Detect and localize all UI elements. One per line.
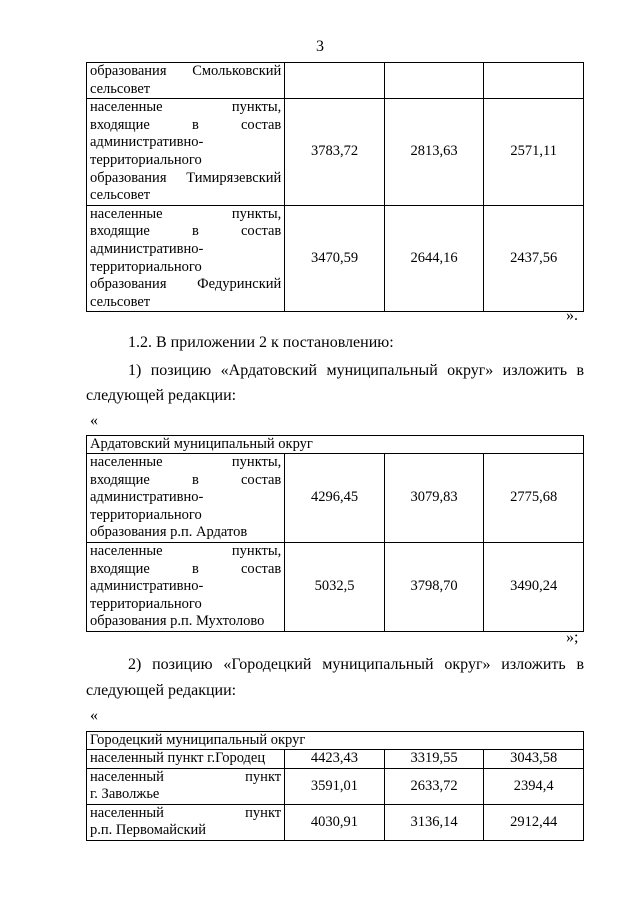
settlement-name (87, 542, 285, 631)
closing-quote: »; (566, 629, 579, 646)
value-cell-v1: 3470,59 (285, 205, 385, 312)
name-line: сельсовет (90, 293, 151, 310)
table-row (87, 99, 584, 206)
value-cell-v3 (484, 63, 584, 99)
value-cell-v2: 3798,70 (384, 542, 484, 631)
table-header-row (87, 732, 584, 750)
name-line: территориального (90, 258, 202, 275)
table-row (87, 63, 584, 99)
name-line: территориального (90, 595, 202, 612)
name-line: населенный пункт (90, 804, 282, 821)
value-cell-v3: 2912,44 (484, 804, 584, 840)
settlement-name (87, 768, 285, 804)
name-line: сельсовет (90, 80, 151, 97)
name-line: административно- (90, 578, 204, 595)
table-row (87, 750, 584, 769)
name-line: населенные пункты, (90, 542, 282, 559)
settlement-name (87, 63, 285, 99)
settlement-name (87, 99, 285, 206)
value-cell-v3: 2437,56 (484, 205, 584, 312)
settlement-name (87, 205, 285, 312)
name-line: сельсовет (90, 187, 151, 204)
item-1-text-cont: следующей редакции: (86, 387, 237, 404)
value-cell-v2: 3319,55 (384, 750, 484, 769)
value-cell-v1: 3591,01 (285, 768, 385, 804)
gorodets-table (86, 731, 584, 841)
name-line: территориального (90, 151, 202, 168)
tariff-table-continued (86, 62, 584, 312)
district-header: Ардатовский муниципальный округ (87, 436, 584, 454)
table-row (87, 542, 584, 631)
table-row (87, 454, 584, 543)
item-2-text: 2) позицию «Городецкий муниципальный округ» изложить в (128, 656, 584, 673)
name-line: образования р.п. Ардатов (90, 524, 248, 541)
value-cell-v1: 4423,43 (285, 750, 385, 769)
opening-quote: « (90, 412, 98, 429)
table-row (87, 768, 584, 804)
table-body (87, 436, 584, 632)
value-cell-v1: 4296,45 (285, 454, 385, 543)
name-line: р.п. Первомайский (90, 822, 207, 839)
table-body (87, 732, 584, 841)
table-body (87, 63, 584, 312)
settlement-name (87, 454, 285, 543)
item-2-text-cont: следующей редакции: (86, 682, 237, 699)
table-row (87, 804, 584, 840)
value-cell-v3: 2775,68 (484, 454, 584, 543)
table-header-row (87, 436, 584, 454)
value-cell-v3: 3490,24 (484, 542, 584, 631)
district-header: Городецкий муниципальный округ (87, 732, 584, 750)
page-number: 3 (316, 38, 324, 55)
name-line: входящие в состав (90, 560, 282, 577)
name-line: населенные пункты, (90, 99, 282, 116)
value-cell-v1 (285, 63, 385, 99)
name-line: образования Смольковский (90, 63, 282, 79)
value-cell-v3: 2394,4 (484, 768, 584, 804)
closing-quote: ». (566, 307, 578, 324)
value-cell-v2: 2633,72 (384, 768, 484, 804)
name-line: административно- (90, 134, 204, 151)
settlement-name (87, 750, 285, 769)
name-line: входящие в состав (90, 116, 282, 133)
value-cell-v2: 2644,16 (384, 205, 484, 312)
name-line: населенные пункты, (90, 454, 282, 470)
name-line: населенный пункт (90, 768, 282, 785)
name-line: населенный пункт г.Городец (90, 750, 266, 766)
name-line: образования Федуринский (90, 276, 282, 293)
name-line: административно- (90, 240, 204, 257)
name-line: входящие в состав (90, 471, 282, 488)
value-cell-v3: 3043,58 (484, 750, 584, 769)
name-line: населенные пункты, (90, 205, 282, 222)
value-cell-v1: 3783,72 (285, 99, 385, 206)
value-cell-v2 (384, 63, 484, 99)
ardatov-table (86, 435, 584, 632)
section-heading-1-2: 1.2. В приложении 2 к постановлению: (128, 334, 394, 351)
value-cell-v2: 3136,14 (384, 804, 484, 840)
value-cell-v1: 4030,91 (285, 804, 385, 840)
value-cell-v2: 2813,63 (384, 99, 484, 206)
name-line: образования Тимирязевский (90, 169, 282, 186)
value-cell-v2: 3079,83 (384, 454, 484, 543)
value-cell-v1: 5032,5 (285, 542, 385, 631)
table-row (87, 205, 584, 312)
item-1-text: 1) позицию «Ардатовский муниципальный округ» изложить в (128, 362, 584, 379)
opening-quote: « (90, 707, 98, 724)
settlement-name (87, 804, 285, 840)
name-line: территориального (90, 506, 202, 523)
name-line: образования р.п. Мухтолово (90, 613, 265, 630)
name-line: административно- (90, 489, 204, 506)
name-line: входящие в состав (90, 223, 282, 240)
value-cell-v3: 2571,11 (484, 99, 584, 206)
name-line: г. Заволжье (90, 786, 160, 803)
